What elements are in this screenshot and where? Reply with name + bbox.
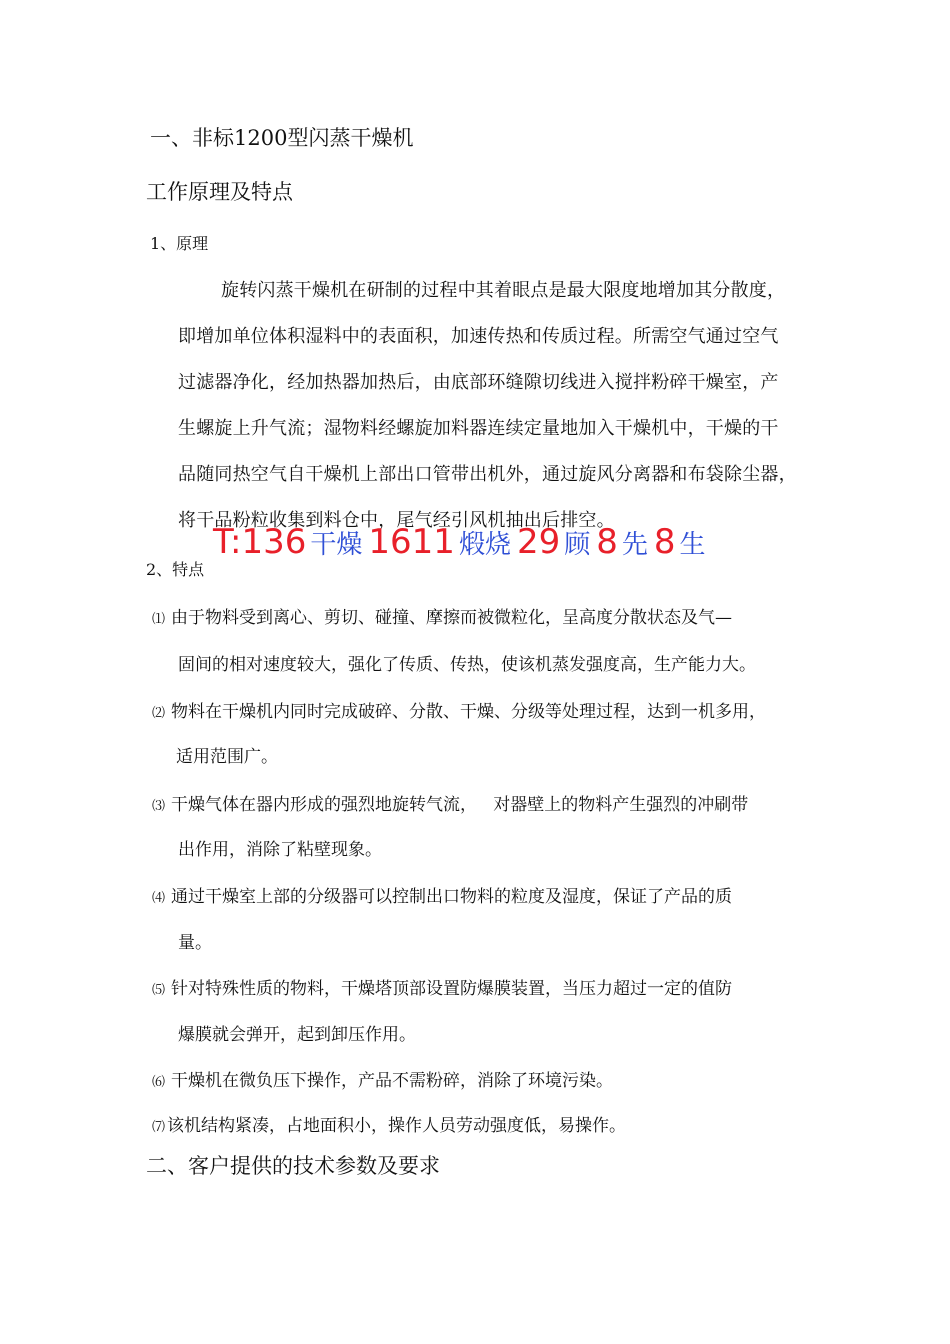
feature-item [152,882,732,907]
feature-item [152,974,732,999]
section-title: 工作原理及特点 [146,180,293,204]
principle-line: 即增加单位体积湿料中的表面积，加速传热和传质过程。所需空气通过空气 [178,326,779,347]
document-title: 一、非标1200型闪蒸干燥机 [150,126,414,150]
watermark-text: 29 [516,522,561,562]
features-heading: 2、特点 [146,560,205,579]
watermark-stamp [213,522,712,572]
watermark-text: T:136 [213,522,307,562]
feature-number: ⑵ [152,706,166,721]
principle-heading: 1、原理 [150,234,209,253]
feature-number: ⑷ [152,891,166,906]
feature-number: ⑺ [152,1120,166,1135]
feature-text: 干燥机在微负压下操作，产品不需粉碎，消除了环境污染。 [171,1071,614,1091]
feature-text: 物料在干燥机内同时完成破碎、分散、干燥、分级等处理过程，达到一机多用， [171,702,767,722]
watermark-text: 8 [653,522,676,562]
feature-number: ⑸ [152,983,166,998]
watermark-text: 先 [621,530,648,560]
feature-text: 该机结构紧凑，占地面积小，操作人员劳动强度低，易操作。 [167,1116,627,1136]
feature-number: ⑴ [152,612,166,627]
principle-line: 将干品粉粒收集到料仓中，尾气经引风机抽出后排空。 [178,510,615,531]
feature-continuation: 出作用，消除了粘壁现象。 [178,840,382,860]
principle-line: 过滤器净化，经加热器加热后，由底部环缝隙切线进入搅拌粉碎干燥室，产 [178,372,779,393]
section2-title: 二、客户提供的技术参数及要求 [146,1154,440,1178]
watermark-text: 1611 [368,522,455,562]
principle-line: 品随同热空气自干燥机上部出口管带出机外，通过旋风分离器和布袋除尘器， [178,464,797,485]
watermark-text: 干燥 [310,530,363,560]
feature-continuation: 爆膜就会弹开，起到卸压作用。 [178,1025,416,1045]
feature-number: ⑶ [152,799,166,814]
watermark-text: 8 [596,522,618,562]
feature-item [152,697,766,722]
feature-item [152,790,748,815]
feature-item [152,1111,626,1136]
feature-text: 针对特殊性质的物料，干燥塔顶部设置防爆膜装置，当压力超过一定的值防 [171,979,733,999]
feature-continuation: 固间的相对速度较大，强化了传质、传热，使该机蒸发强度高，生产能力大。 [178,655,756,675]
feature-text: 干燥气体在器内形成的强烈地旋转气流， 对器壁上的物料产生强烈的冲刷带 [171,795,749,815]
feature-continuation: 适用范围广。 [176,747,278,767]
feature-item [152,1066,613,1091]
watermark-text: 生 [679,530,706,560]
watermark-text: 顾 [564,530,591,560]
principle-line: 生螺旋上升气流；湿物料经螺旋加料器连续定量地加入干燥机中，干燥的干 [178,418,779,439]
feature-continuation: 量。 [178,933,212,953]
watermark-text: 煅烧 [458,530,511,560]
feature-number: ⑹ [152,1075,166,1090]
feature-text: 由于物料受到离心、剪切、碰撞、摩擦而被微粒化，呈高度分散状态及气— [171,608,733,628]
principle-line: 旋转闪蒸干燥机在研制的过程中其着眼点是最大限度地增加其分散度， [221,280,786,301]
feature-item [152,603,732,628]
feature-text: 通过干燥室上部的分级器可以控制出口物料的粒度及湿度，保证了产品的质 [171,887,733,907]
